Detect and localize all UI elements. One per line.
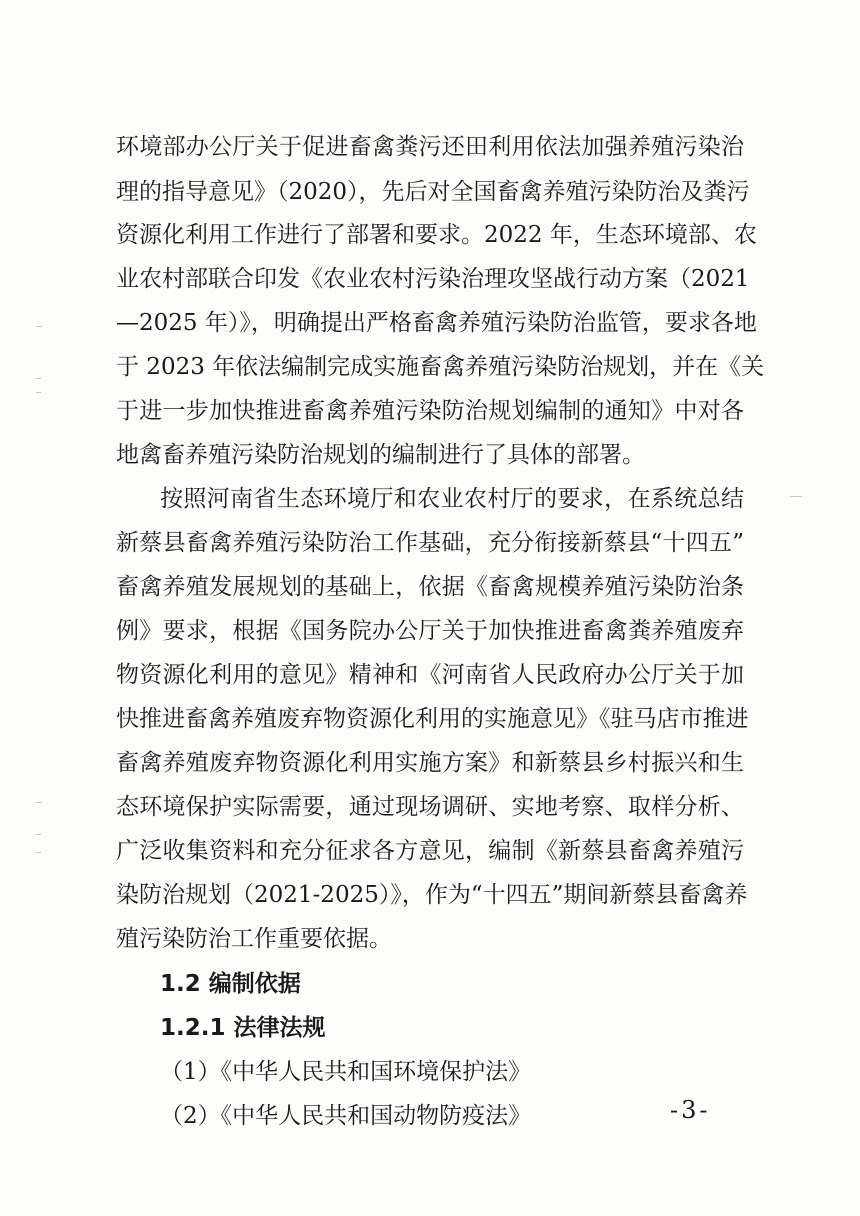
text-line: 资源化利用工作进行了部署和要求。2022 年，生态环境部、农 <box>116 222 757 248</box>
scan-mark <box>36 378 41 379</box>
text-line: 新蔡县畜禽养殖污染防治工作基础，充分衔接新蔡县“十四五” <box>116 530 744 556</box>
text-line: 于 2023 年依法编制完成实施畜禽养殖污染防治规划，并在《关 <box>116 354 765 380</box>
text-line: 物资源化利用的意见》精神和《河南省人民政府办公厅关于加 <box>116 662 744 688</box>
text-line: 态环境保护实际需要，通过现场调研、实地考察、取样分析、 <box>116 794 744 820</box>
text-line: —2025 年）》，明确提出严格畜禽养殖污染防治监管，要求各地 <box>116 310 757 336</box>
subsection-heading: 1.2.1 法律法规 <box>160 1015 326 1041</box>
text-line: 例》要求，根据《国务院办公厅关于加快推进畜禽粪养殖废弃 <box>116 618 744 644</box>
list-item: （1）《中华人民共和国环境保护法》 <box>160 1059 532 1085</box>
text-line: 理的指导意见》（2020），先后对全国畜禽养殖污染防治及粪污 <box>116 179 750 205</box>
text-line: 快推进畜禽养殖废弃物资源化利用的实施意见》《驻马店市推进 <box>116 706 749 732</box>
page-number: -3- <box>670 1096 711 1124</box>
scan-mark <box>36 326 42 327</box>
text-line: 染防治规划（2021-2025）》，作为“十四五”期间新蔡县畜禽养 <box>116 882 748 908</box>
scan-mark <box>36 834 41 835</box>
text-line: 广泛收集资料和充分征求各方意见，编制《新蔡县畜禽养殖污 <box>116 838 744 864</box>
text-line: 环境部办公厅关于促进畜禽粪污还田利用依法加强养殖污染治 <box>116 134 744 160</box>
scan-mark <box>790 496 802 497</box>
scan-mark <box>36 392 41 393</box>
text-line: 按照河南省生态环境厅和农业农村厅的要求，在系统总结 <box>160 486 744 512</box>
section-heading: 1.2 编制依据 <box>160 971 301 997</box>
text-line: 畜禽养殖废弃物资源化利用实施方案》和新蔡县乡村振兴和生 <box>116 750 744 776</box>
text-line: 畜禽养殖发展规划的基础上，依据《畜禽规模养殖污染防治条 <box>116 574 744 600</box>
scan-mark <box>36 802 42 803</box>
text-line: 业农村部联合印发《农业农村污染治理攻坚战行动方案（2021 <box>116 266 750 292</box>
scan-mark <box>36 852 41 853</box>
text-line: 地禽畜养殖污染防治规划的编制进行了具体的部署。 <box>116 442 645 468</box>
text-line: 殖污染防治工作重要依据。 <box>116 926 392 952</box>
text-line: 于进一步加快推进畜禽养殖污染防治规划编制的通知》中对各 <box>116 398 744 424</box>
list-item: （2）《中华人民共和国动物防疫法》 <box>160 1103 532 1129</box>
